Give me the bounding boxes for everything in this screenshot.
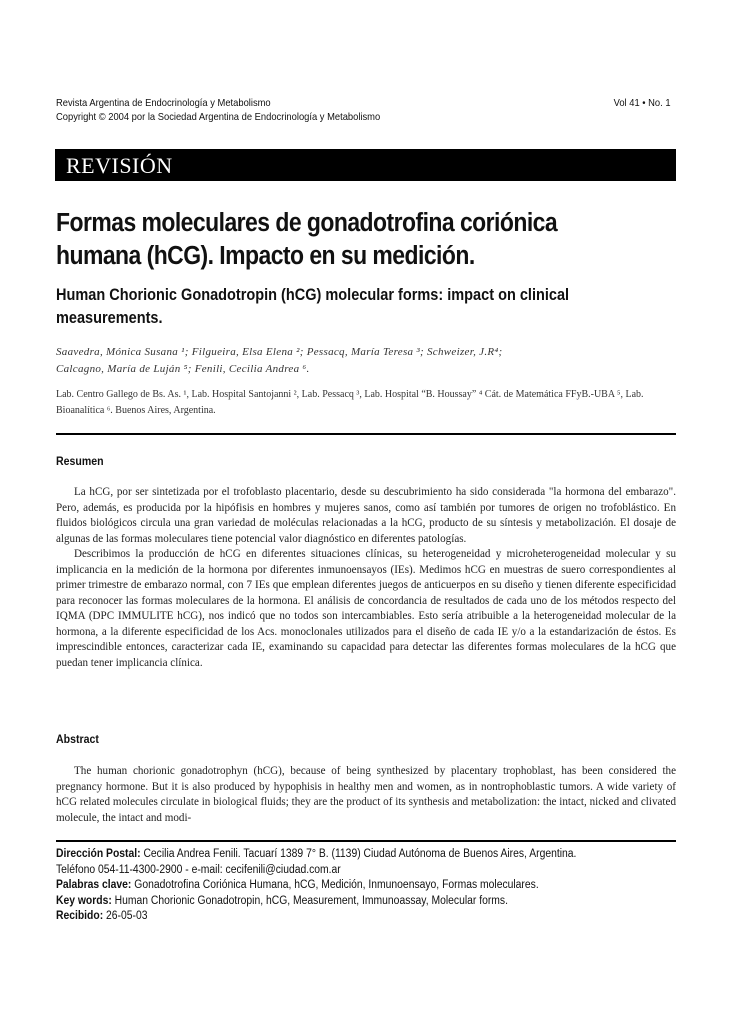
article-title: Formas moleculares de gonadotrofina coriónica humana (hCG). Impacto en su medición. xyxy=(56,209,558,270)
abstract-heading: Abstract xyxy=(56,732,99,746)
keywords-es xyxy=(56,878,686,894)
received-date xyxy=(56,909,686,925)
abstract-paragraph-1: The human chorionic gonadotrophyn (hCG), because of being synthesized by placentary trophoblast, has been considered the pregnancy hormone. But it is also produced by hypophisis in healthy men and women, as in nontrophoblastic tumors. A wide variety of hCG related molecules circulate in biological fluids; they are the product of its synthesis and metabolization: the intact, nicked and clivated molecule, the intact and modi- xyxy=(56,765,676,824)
resumen-body xyxy=(56,485,676,671)
keywords-en xyxy=(56,894,686,910)
postal-value: Cecilia Andrea Fenili. Tacuarí 1389 7° B. (1139) Ciudad Autónoma de Buenos Aires, Argentina. xyxy=(143,848,577,860)
resumen-heading: Resumen xyxy=(56,454,104,468)
volume-issue: Vol 41 • No. 1 xyxy=(613,98,671,109)
abstract-body xyxy=(56,764,676,826)
journal-name: Revista Argentina de Endocrinología y Metabolismo xyxy=(56,98,271,109)
copyright-line: Copyright © 2004 por la Sociedad Argentina de Endocrinología y Metabolismo xyxy=(56,112,381,123)
affiliations: Lab. Centro Gallego de Bs. As. ¹, Lab. Hospital Santojanni ², Lab. Pessacq ³, Lab. Hospital “B. Houssay” ⁴ Cát. de Matemática FFyB.-UBA ⁵, Lab. Bioanalítica ⁶. Buenos Aires, Argentina. xyxy=(56,389,644,416)
received-value: 26-05-03 xyxy=(106,910,148,922)
keywords-es-value: Gonadotrofina Coriónica Humana, hCG, Medición, Inmunoensayo, Formas moleculares. xyxy=(134,879,539,891)
keywords-es-label: Palabras clave: xyxy=(56,879,132,891)
postal-label: Dirección Postal: xyxy=(56,848,141,860)
postal-address xyxy=(56,847,686,863)
section-label: REVISIÓN xyxy=(66,153,173,178)
divider-footer xyxy=(56,840,676,842)
article-subtitle: Human Chorionic Gonadotropin (hCG) molecular forms: impact on clinical measurements. xyxy=(56,286,570,327)
authors-line-2: Calcagno, María de Luján ⁵; Fenili, Cecilia Andrea ⁶. xyxy=(56,363,310,375)
keywords-en-value: Human Chorionic Gonadotropin, hCG, Measurement, Immunoassay, Molecular forms. xyxy=(114,894,508,907)
keywords-en-label: Key words: xyxy=(56,894,112,907)
section-band xyxy=(55,149,676,181)
author-list xyxy=(56,344,696,378)
resumen-paragraph-1: La hCG, por ser sintetizada por el trofoblasto placentario, desde su descubrimiento ha sido considerada "la hormona del embarazo". Pero, además, es producida por la hipófisis en hombres y mujeres sanos, como así también por tumores de origen no trofoblástico. En fluidos biológicos circula una gran variedad de moléculas relacionadas a la hCG, producto de su síntesis y metabolización. El dosaje de algunas de las formas moleculares tiene potencial valor diagnóstico en diferentes patologías. xyxy=(56,486,676,545)
resumen-paragraph-2: Describimos la producción de hCG en diferentes situaciones clínicas, su heterogeneidad y microheterogeneidad molecular y su implicancia en la medición de la hormona por diferentes inmunoensayos (IEs). Medimos hCG en muestras de suero correspondientes al primer trimestre de embarazo normal, con 7 IEs que emplean diferentes juegos de anticuerpos en su diseño y tienen diferente especificidad para reconocer las formas moleculares de la hormona. El análisis de concordancia de resultados de cada uno de los métodos respecto del IQMA (DPC IMMULITE hCG), nos indicó que no todos son intercambiables. Esto sería atribuible a la heterogeneidad molecular de la hormona, a la diferente especificidad de los Acs. monoclonales utilizados para el diseño de cada IE y/o a la estandarización de éstos. Es imprescindible entonces, caracterizar cada IE, examinando su capacidad para detectar las diferentes formas moleculares de la hCG que puedan tener implicancia clínica. xyxy=(56,548,676,669)
contact-line: Teléfono 054-11-4300-2900 - e-mail: cecifenili@ciudad.com.ar xyxy=(56,863,341,876)
received-label: Recibido: xyxy=(56,910,104,922)
authors-line-1: Saavedra, Mónica Susana ¹; Filgueira, Elsa Elena ²; Pessacq, María Teresa ³; Schweizer, J.R⁴; xyxy=(56,346,503,358)
journal-header xyxy=(56,97,671,125)
correspondence-block xyxy=(56,847,686,925)
divider-top xyxy=(56,433,676,435)
